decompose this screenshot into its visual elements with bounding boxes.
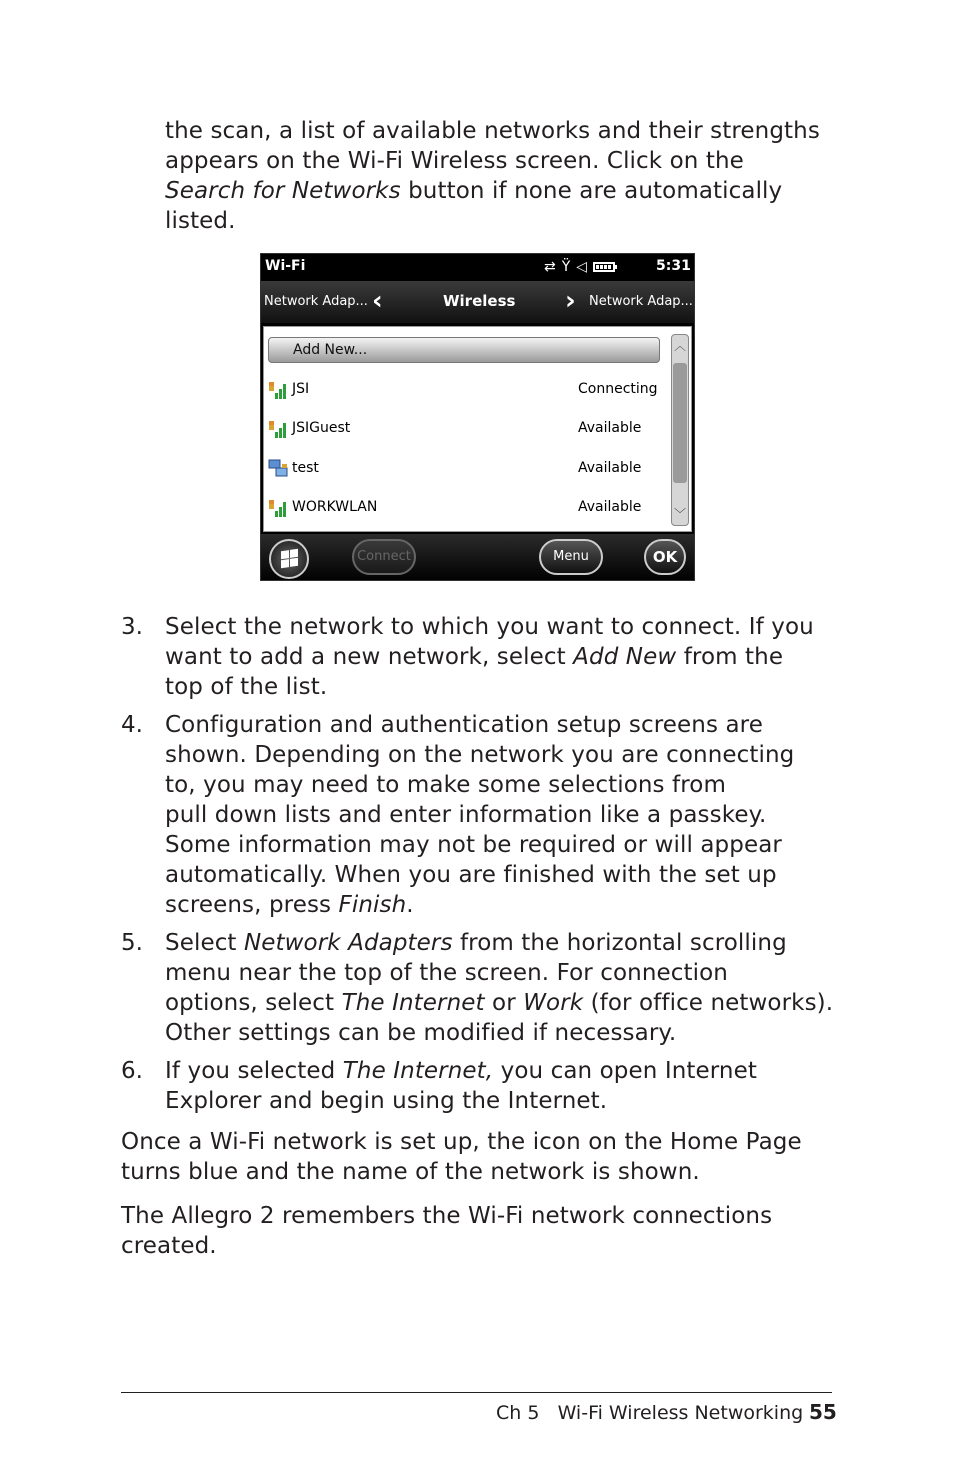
step-line-part: screens, press <box>165 892 339 918</box>
device-screenshot <box>260 253 695 581</box>
step-text <box>165 612 814 702</box>
windows-logo-icon <box>281 549 298 568</box>
tab-current[interactable]: Wireless <box>443 292 516 310</box>
closing-line: created. <box>121 1233 217 1259</box>
network-status: Available <box>578 460 642 476</box>
network-name: JSI <box>292 381 310 397</box>
step-number: 5. <box>121 930 143 956</box>
intro-line: listed. <box>165 208 236 234</box>
closing-line: turns blue and the name of the network is shown. <box>121 1159 700 1185</box>
step-line-part: or <box>484 990 524 1016</box>
status-title: Wi-Fi <box>265 258 306 274</box>
status-time: 5:31 <box>656 258 691 274</box>
step-line: Other settings can be modified if necessary. <box>165 1020 677 1046</box>
adhoc-network-icon <box>268 458 290 480</box>
running-footer <box>496 1401 803 1425</box>
step-line: Select the network to which you want to connect. If you <box>165 614 814 640</box>
list-item[interactable] <box>268 376 668 406</box>
footer-chapter: Ch 5 <box>496 1402 540 1424</box>
intro-line: appears on the Wi-Fi Wireless screen. Click on the <box>165 148 744 174</box>
network-name: WORKWLAN <box>292 499 378 515</box>
status-bar <box>261 254 694 281</box>
intro-line: the scan, a list of available networks and their strengths <box>165 118 820 144</box>
footer-divider <box>121 1392 832 1393</box>
step-number: 4. <box>121 712 143 738</box>
tab-next[interactable]: Network Adap... <box>589 294 693 309</box>
tab-navigation <box>261 281 694 323</box>
step-line: Some information may not be required or will appear <box>165 832 782 858</box>
step-emphasis: The Internet, <box>342 1058 494 1084</box>
battery-icon <box>593 262 615 272</box>
status-icons <box>544 256 615 278</box>
step-line-part: want to add a new network, select <box>165 644 574 670</box>
speaker-muted-icon: ◁ <box>576 259 588 275</box>
step-emphasis: Network Adapters <box>243 930 453 956</box>
tab-prev[interactable]: Network Adap... <box>264 294 368 309</box>
chevron-right-icon[interactable]: › <box>565 286 576 316</box>
scrollbar[interactable] <box>671 334 689 526</box>
scroll-down-icon[interactable]: ﹀ <box>673 507 686 521</box>
chevron-left-icon[interactable]: ‹ <box>372 286 383 316</box>
start-button[interactable] <box>269 539 309 579</box>
step-emphasis: The Internet <box>341 990 485 1016</box>
intro-line-rest: button if none are automatically <box>400 178 783 204</box>
menu-button[interactable]: Menu <box>539 539 603 575</box>
footer-section: Wi-Fi Wireless Networking <box>557 1402 804 1424</box>
step-emphasis: Work <box>523 990 584 1016</box>
step-line: top of the list. <box>165 674 328 700</box>
closing-paragraph <box>121 1201 772 1261</box>
connect-button[interactable]: Connect <box>352 539 416 575</box>
list-item[interactable] <box>268 415 668 445</box>
step-line-part: . <box>406 892 414 918</box>
step-line: to, you may need to make some selections from <box>165 772 726 798</box>
step-line-part: from the <box>676 644 784 670</box>
step-line: automatically. When you are finished with the set up <box>165 862 777 888</box>
intro-paragraph <box>165 116 820 236</box>
step-line <box>165 1056 757 1086</box>
closing-line: Once a Wi-Fi network is set up, the icon on the Home Page <box>121 1129 802 1155</box>
ok-button[interactable]: OK <box>644 539 686 575</box>
list-item[interactable] <box>268 494 668 524</box>
secured-network-icon <box>268 379 290 401</box>
step-line-part: you can open Internet <box>493 1058 757 1084</box>
step-line <box>165 928 833 958</box>
network-status: Available <box>578 420 642 436</box>
step-line <box>165 890 794 920</box>
step-line-part: options, select <box>165 990 342 1016</box>
secured-network-icon <box>268 497 290 519</box>
step-line <box>165 988 833 1018</box>
step-line: shown. Depending on the network you are connecting <box>165 742 795 768</box>
softkey-bar <box>261 534 694 581</box>
step-line-part: If you selected <box>165 1058 343 1084</box>
step-text <box>165 710 794 920</box>
no-signal-icon: Ÿ <box>561 259 571 275</box>
step-text <box>165 928 833 1048</box>
step-line-part: Select <box>165 930 244 956</box>
network-status: Available <box>578 499 642 515</box>
scroll-thumb[interactable] <box>673 363 687 483</box>
step-line-part: from the horizontal scrolling <box>452 930 787 956</box>
add-new-button[interactable]: Add New... <box>268 337 660 363</box>
network-name: JSIGuest <box>292 420 351 436</box>
step-line-part: (for office networks). <box>583 990 834 1016</box>
step-line: pull down lists and enter information like a passkey. <box>165 802 767 828</box>
network-list <box>263 326 692 532</box>
intro-line <box>165 176 820 206</box>
closing-line: The Allegro 2 remembers the Wi-Fi network connections <box>121 1203 773 1229</box>
step-text <box>165 1056 757 1116</box>
step-line: Explorer and begin using the Internet. <box>165 1088 608 1114</box>
network-name: test <box>292 460 319 476</box>
scroll-up-icon[interactable]: ︿ <box>673 339 686 353</box>
step-line: menu near the top of the screen. For connection <box>165 960 728 986</box>
sync-icon: ⇄ <box>544 259 556 275</box>
page-number: 55 <box>809 1400 837 1424</box>
step-number: 6. <box>121 1058 143 1084</box>
step-number: 3. <box>121 614 143 640</box>
intro-emphasis: Search for Networks <box>165 178 401 204</box>
secured-network-icon <box>268 418 290 440</box>
step-emphasis: Finish <box>338 892 407 918</box>
network-status: Connecting <box>578 381 658 397</box>
step-emphasis: Add New <box>573 644 677 670</box>
step-line <box>165 642 814 672</box>
list-item[interactable] <box>268 455 668 485</box>
step-line: Configuration and authentication setup screens are <box>165 712 763 738</box>
closing-paragraph <box>121 1127 802 1187</box>
